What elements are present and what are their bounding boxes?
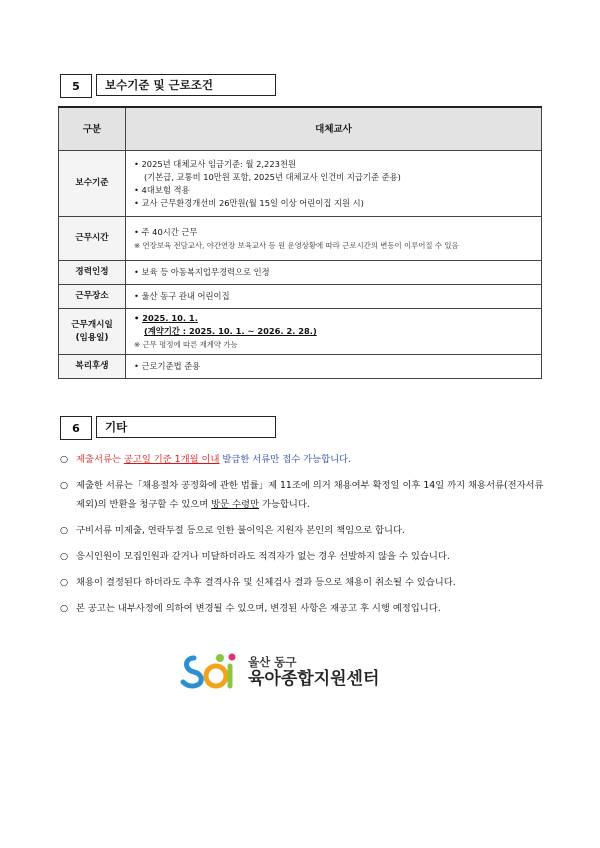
note-text: 본 공고는 내부사정에 의하여 변경될 수 있으며, 변경된 사항은 재공고 후 시행 예정입니다. <box>76 603 441 614</box>
row-label-hours: 근무시간 <box>59 217 126 261</box>
table-row <box>59 261 542 285</box>
header-substitute-teacher: 대체교사 <box>126 107 542 151</box>
note-text: 가능합니다. <box>259 499 310 510</box>
circle-bullet-icon: ○ <box>60 603 69 614</box>
pay-line: • 교사 근무환경개선비 26만원(월 15일 이상 어린이집 지원 시) <box>134 197 535 210</box>
note-text: 구비서류 미제출, 연락두절 등으로 인한 불이익은 지원자 본인의 책임으로 합니다. <box>76 525 405 536</box>
pay-line: • 2025년 대체교사 임금기준: 월 2,223천원 <box>134 158 535 171</box>
row-content-place <box>126 285 542 309</box>
table-row <box>59 309 542 355</box>
hours-line: • 주 40시간 근무 <box>134 226 535 239</box>
row-label-career: 경력인정 <box>59 261 126 285</box>
section-number: 6 <box>60 416 92 440</box>
contract-period: (계약기간 : 2025. 10. 1. ~ 2026. 2. 28.) <box>144 326 317 336</box>
logo-subtitle: 울산 동구 <box>248 655 297 669</box>
table-row <box>59 217 542 261</box>
row-content-hours <box>126 217 542 261</box>
circle-bullet-icon: ○ <box>60 551 69 562</box>
section-6-header <box>60 416 276 440</box>
header-category: 구분 <box>59 107 126 151</box>
pay-line: (기본급, 교통비 10만원 포함, 2025년 대체교사 인건비 지급기준 준용) <box>144 171 401 182</box>
section-number: 5 <box>60 74 92 98</box>
row-label-welfare: 복리후생 <box>59 355 126 379</box>
place-line: • 울산 동구 관내 어린이집 <box>134 290 535 303</box>
row-content-pay <box>126 151 542 217</box>
section-title: 보수기준 및 근로조건 <box>96 74 276 96</box>
start-note: ※ 근무 평정에 따른 재계약 가능 <box>134 338 535 351</box>
note-text: 응시인원이 모집인원과 같거나 미달하더라도 적격자가 없는 경우 선발하지 않을 수 있습니다. <box>76 551 450 562</box>
note-text: 발급한 서류만 접수 가능합니다. <box>219 454 351 465</box>
list-item <box>60 476 550 514</box>
conditions-table <box>58 106 542 379</box>
career-line: • 보육 등 아동복지업무경력으로 인정 <box>134 266 535 279</box>
table-row <box>59 355 542 379</box>
note-emphasis: 공고일 기준 1개월 이내 <box>123 454 220 465</box>
row-content-career <box>126 261 542 285</box>
row-content-start <box>126 309 542 355</box>
row-label-start <box>59 309 126 355</box>
start-label: 근무개시일 <box>71 319 113 330</box>
row-label-pay: 보수기준 <box>59 151 126 217</box>
start-label-sub: (임용일) <box>75 332 109 343</box>
list-item <box>60 547 550 566</box>
note-text: 채용이 결정된다 하더라도 추후 결격사유 및 신체검사 결과 등으로 채용이 취소될 수 있습니다. <box>76 577 456 588</box>
list-item <box>60 450 550 469</box>
circle-bullet-icon: ○ <box>60 480 69 491</box>
pay-line: • 4대보험 적용 <box>134 184 535 197</box>
section-5-header <box>60 74 276 98</box>
logo-mark-icon <box>180 652 242 692</box>
circle-bullet-icon: ○ <box>60 454 69 465</box>
circle-bullet-icon: ○ <box>60 577 69 588</box>
note-text: 제출한 서류는「채용절차 공정화에 관한 법률」제 11조에 의거 채용여부 확정일 이후 14일 까지 채용서류(전자서류 제외)의 반환을 청구할 수 있으며 <box>76 480 544 510</box>
center-logo <box>180 652 379 692</box>
list-item <box>60 521 550 540</box>
note-emphasis: 방문 수령만 <box>211 499 260 510</box>
logo-title: 육아종합지원센터 <box>248 669 380 689</box>
row-content-welfare <box>126 355 542 379</box>
list-item <box>60 599 550 618</box>
table-header-row <box>59 107 542 151</box>
table-row <box>59 151 542 217</box>
start-date: • 2025. 10. 1. <box>134 312 535 325</box>
section-title: 기타 <box>96 416 276 438</box>
table-row <box>59 285 542 309</box>
notes-list <box>60 450 550 625</box>
list-item <box>60 573 550 592</box>
welfare-line: • 근로기준법 준용 <box>134 360 535 373</box>
hours-note: ※ 연장보육 전담교사, 야간연장 보육교사 등 원 운영상황에 따라 근로시간의 변동이 이루어질 수 있음 <box>134 239 535 252</box>
note-text: 제출서류는 <box>76 454 124 465</box>
circle-bullet-icon: ○ <box>60 525 69 536</box>
row-label-place: 근무장소 <box>59 285 126 309</box>
